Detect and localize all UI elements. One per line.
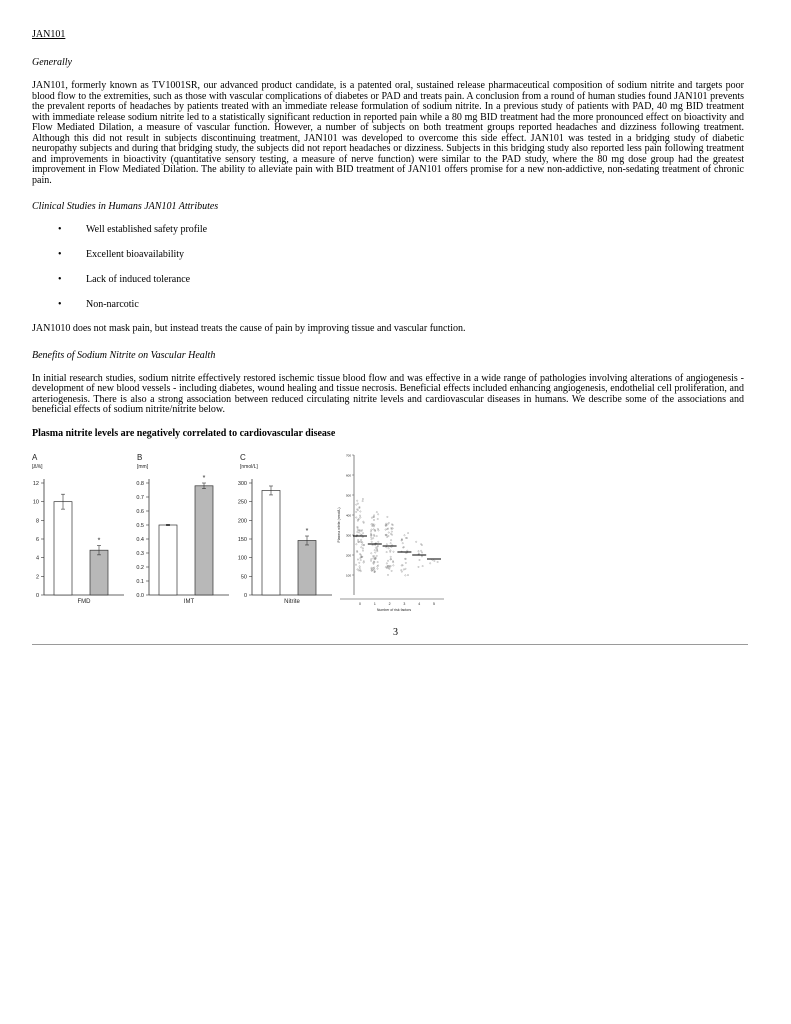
scatter-point [359, 515, 360, 516]
scatter-point [378, 514, 379, 515]
scatter-point [357, 569, 358, 570]
scatter-point [357, 503, 358, 504]
scatter-point [373, 515, 374, 516]
plasma-heading: Plasma nitrite levels are negatively correlated to cardiovascular disease [32, 427, 336, 439]
scatter-point [356, 517, 357, 518]
scatter-point [371, 517, 372, 518]
list-item-text: Non-narcotic [86, 299, 139, 310]
panel-unit: [Δ%] [32, 464, 43, 470]
scatter-point [387, 536, 388, 537]
scatter-point [361, 539, 362, 540]
scatter-y-label: Plasma nitrite (nmol/L) [337, 507, 341, 543]
scatter-point [376, 535, 377, 536]
benefits-paragraph: In initial research studies, sodium nitrite effectively restored ischemic tissue blood flow and was effective in a wide range of pathologies involving alterations of angiogenesis - development of new blood vessels - including diabetes, wound healing and tissue necrosis. Beneficial effects included enhancing angiogenesis, endothelial cell proliferation, and arteriogenesis. There is also a strong association between reduced circulating nitrite levels and cardiovascular diseases in humans. We describe some of the associations and beneficial effects of sodium nitrite/nitrite below. [32, 372, 744, 415]
scatter-point [389, 568, 390, 569]
scatter-point [390, 556, 391, 557]
section-heading-generally: Generally [32, 57, 72, 68]
x-axis-label: Nitrite [284, 599, 300, 605]
tick-label: 300 [237, 481, 247, 487]
scatter-point [378, 530, 379, 531]
mask-paragraph: JAN1010 does not mask pain, but instead treats the cause of pain by improving tissue and vascular function. [32, 323, 466, 334]
scatter-point [370, 531, 371, 532]
scatter-point [421, 556, 422, 557]
scatter-point [418, 566, 419, 567]
scatter-point [407, 532, 408, 533]
tick-label: 0 [35, 593, 39, 599]
scatter-point [373, 538, 374, 539]
scatter-category-label: 2 [388, 602, 391, 606]
scatter-category-label: 1 [373, 602, 376, 606]
bar [298, 540, 316, 595]
tick-label: 0.3 [136, 551, 144, 557]
scatter-point [418, 551, 419, 552]
document-page [32, 24, 744, 439]
scatter-category-label: 5 [433, 602, 435, 606]
scatter-point [420, 544, 421, 545]
scatter-point [388, 535, 389, 536]
scatter-point [371, 567, 372, 568]
scatter-point [356, 544, 357, 545]
scatter-point [376, 511, 377, 512]
tick-label: 0.5 [136, 523, 144, 529]
list-item [32, 274, 744, 286]
significance-marker: * [202, 475, 206, 482]
scatter-point [405, 568, 406, 569]
tick-label: 200 [237, 518, 247, 525]
scatter-point [420, 550, 421, 551]
scatter-point [393, 565, 394, 566]
tick-label: 8 [35, 518, 39, 525]
scatter-point [371, 553, 372, 554]
scatter-point [359, 532, 360, 533]
list-item [32, 299, 744, 311]
toc-link[interactable]: JAN101 [32, 29, 66, 40]
scatter-point [355, 564, 356, 565]
tick-label: 0.2 [136, 565, 144, 571]
panel-unit: [mm] [137, 464, 149, 470]
bullet-icon: • [58, 249, 62, 260]
scatter-point [377, 568, 378, 569]
significance-marker: * [305, 528, 309, 536]
scatter-point [376, 555, 377, 556]
scatter-point [373, 519, 374, 520]
scatter-point [359, 562, 360, 563]
panel-label: B [137, 453, 143, 462]
scatter-point [357, 559, 358, 560]
bar [54, 502, 72, 595]
scatter-point [402, 565, 403, 566]
scatter-point [361, 547, 362, 548]
figure-svg [32, 450, 435, 612]
scatter-point [385, 529, 386, 530]
scatter-point [407, 574, 408, 575]
scatter-point [360, 559, 361, 560]
scatter-point [359, 566, 360, 567]
scatter-point [373, 529, 374, 530]
section-heading-benefits: Benefits of Sodium Nitrite on Vascular Health [32, 349, 216, 361]
scatter-point [374, 529, 375, 530]
scatter-point [356, 550, 357, 551]
list-item [32, 249, 744, 261]
bullet-icon: • [58, 224, 62, 235]
scatter-point [360, 517, 361, 518]
scatter-point [402, 543, 403, 544]
scatter-point [362, 536, 363, 537]
tick-label: 50 [240, 574, 247, 581]
scatter-point [391, 570, 392, 571]
scatter-tick-label: 600 [345, 473, 351, 478]
scatter-tick-label: 100 [345, 573, 351, 578]
scatter-point [390, 533, 391, 534]
scatter-point [404, 535, 405, 536]
bar [159, 525, 177, 595]
scatter-point [405, 562, 406, 563]
scatter-point [386, 563, 387, 564]
scatter-point [386, 547, 387, 548]
scatter-point [372, 545, 373, 546]
scatter-point [357, 527, 358, 528]
scatter-point [421, 552, 422, 553]
section-heading-attributes: Clinical Studies in Humans JAN101 Attributes [32, 201, 219, 212]
scatter-point [371, 529, 372, 530]
scatter-point [375, 547, 376, 548]
tick-label: 12 [32, 481, 39, 487]
scatter-point [374, 550, 375, 551]
bullet-icon: • [58, 274, 62, 285]
scatter-point [387, 560, 388, 561]
scatter-point [362, 498, 363, 499]
list-item-text: Excellent bioavailability [86, 249, 185, 260]
scatter-point [357, 500, 358, 501]
scatter-point [362, 500, 363, 501]
scatter-point [403, 569, 404, 570]
scatter-point [371, 539, 372, 540]
scatter-point [357, 531, 358, 532]
scatter-point [358, 530, 359, 531]
scatter-point [434, 560, 435, 561]
scatter-point [360, 511, 361, 512]
tick-label: 0 [243, 593, 247, 599]
tick-label: 0.4 [136, 537, 144, 543]
tick-label: 2 [35, 574, 39, 581]
scatter-point [361, 531, 362, 532]
scatter-point [362, 544, 363, 545]
scatter-point [401, 570, 402, 571]
scatter-point [387, 524, 388, 525]
tick-label: 0.1 [136, 579, 144, 585]
scatter-point [388, 522, 389, 523]
scatter-tick-label: 700 [345, 453, 351, 458]
x-axis-label: FMD [77, 599, 91, 605]
tick-label: 0.8 [136, 481, 144, 487]
scatter-point [371, 559, 372, 560]
scatter-point [401, 571, 402, 572]
scatter-point [377, 561, 378, 562]
scatter-tick-label: 400 [345, 513, 351, 518]
scatter-point [391, 531, 392, 532]
scatter-point [373, 558, 374, 559]
scatter-point [390, 540, 391, 541]
intro-paragraph: JAN101, formerly known as TV1001SR, our advanced product candidate, is a patented oral, sustained release pharmaceutical composition of sodium nitrite and targets poor blood flow to the extremities, such as those with vascular complications of diabetes or PAD and treats pain. A conclusion from a round of human studies found JAN101 prevents the prevalent reports of headaches by patients treated with an immediate release formulation of sodium nitrite. In a previous study of patients with PAD, 40 mg BID treatment with immediate release sodium nitrite led to a statistically significant reduction in reported pain while a 80 mg BID treatment had the more pronounced effect on bioactivity and Flow Mediated Dilation, a measure of vascular function. However, a number of subjects on both treatment groups reported headaches and dizziness following treatment. Although this did not result in subjects discontinuing treatment, JAN101 was developed to overcome this side effect. JAN101 was tested in a bridging study of diabetic neuropathy subjects and during that bridging study, the subjects did not report headaches or dizziness. Subjects in this bridging study also reported less pain following treatment and improvements in bioactivity (quantitative sensory testing, a measure of nerve function) were similar to the PAD study, where the 80 mg dose group had the greatest improvement in Flow Mediated Dilation. The ability to alleviate pain with BID treatment of JAN101 offers promise for a new non-addictive, non-sedating treatment of chronic pain. [32, 80, 744, 186]
tick-label: 150 [237, 537, 247, 543]
scatter-category-label: 0 [359, 602, 361, 606]
tick-label: 100 [237, 555, 247, 562]
attributes-list [32, 224, 744, 311]
bar [262, 490, 280, 595]
tick-label: 0.0 [136, 593, 144, 599]
scatter-point [377, 528, 378, 529]
scatter-tick-label: 500 [345, 493, 351, 498]
scatter-point [359, 567, 360, 568]
list-item-text: Well established safety profile [86, 224, 208, 235]
scatter-point [377, 566, 378, 567]
scatter-point [370, 560, 371, 561]
scatter-point [419, 559, 420, 560]
tick-label: 250 [237, 499, 247, 506]
scatter-point [437, 561, 438, 562]
tick-label: 10 [32, 499, 39, 506]
panel-label: A [32, 453, 38, 462]
scatter-point [356, 511, 357, 512]
scatter-point [422, 565, 423, 566]
scatter-point [378, 541, 379, 542]
scatter-point [421, 544, 422, 545]
scatter-category-label: 3 [403, 602, 406, 606]
panel-label: C [240, 453, 246, 462]
scatter-point [385, 523, 386, 524]
scatter-point [374, 524, 375, 525]
scatter-point [387, 516, 388, 517]
scatter-point [370, 533, 371, 534]
scatter-point [393, 551, 394, 552]
scatter-tick-label: 200 [345, 553, 351, 558]
page-number: 3 [393, 627, 398, 638]
scatter-point [388, 548, 389, 549]
scatter-point [375, 552, 376, 553]
tick-label: 4 [35, 555, 39, 562]
scatter-point [371, 541, 372, 542]
scatter-category-label: 4 [418, 602, 421, 606]
scatter-point [362, 533, 363, 534]
scatter-point [356, 504, 357, 505]
scatter-point [386, 544, 387, 545]
panel-unit: [nmol/L] [240, 464, 258, 470]
list-item-text: Lack of induced tolerance [86, 274, 191, 285]
scatter-point [387, 574, 388, 575]
scatter-point [362, 550, 363, 551]
scatter-point [430, 563, 431, 564]
bar [90, 550, 108, 595]
scatter-tick-label: 300 [345, 533, 351, 538]
x-axis-label: IMT [183, 599, 195, 605]
scatter-point [407, 550, 408, 551]
figure-panels [32, 450, 435, 612]
scatter-point [358, 570, 359, 571]
scatter-point [371, 536, 372, 537]
tick-label: 0.6 [136, 509, 144, 515]
scatter-point [405, 575, 406, 576]
scatter-point [388, 532, 389, 533]
tick-label: 0.7 [136, 495, 144, 501]
scatter-point [377, 518, 378, 519]
tick-label: 6 [35, 537, 39, 543]
scatter-point [359, 507, 360, 508]
scatter-point [416, 541, 417, 542]
list-item [32, 224, 744, 236]
scatter-point [392, 561, 393, 562]
significance-marker: * [97, 537, 101, 545]
scatter-x-label: Number of risk factors [376, 608, 412, 612]
bar [195, 486, 213, 595]
bullet-icon: • [58, 299, 62, 310]
page-divider [32, 644, 748, 645]
scatter-point [378, 565, 379, 566]
scatter-point [362, 548, 363, 549]
scatter-point [357, 539, 358, 540]
scatter-point [390, 543, 391, 544]
scatter-point [386, 551, 387, 552]
